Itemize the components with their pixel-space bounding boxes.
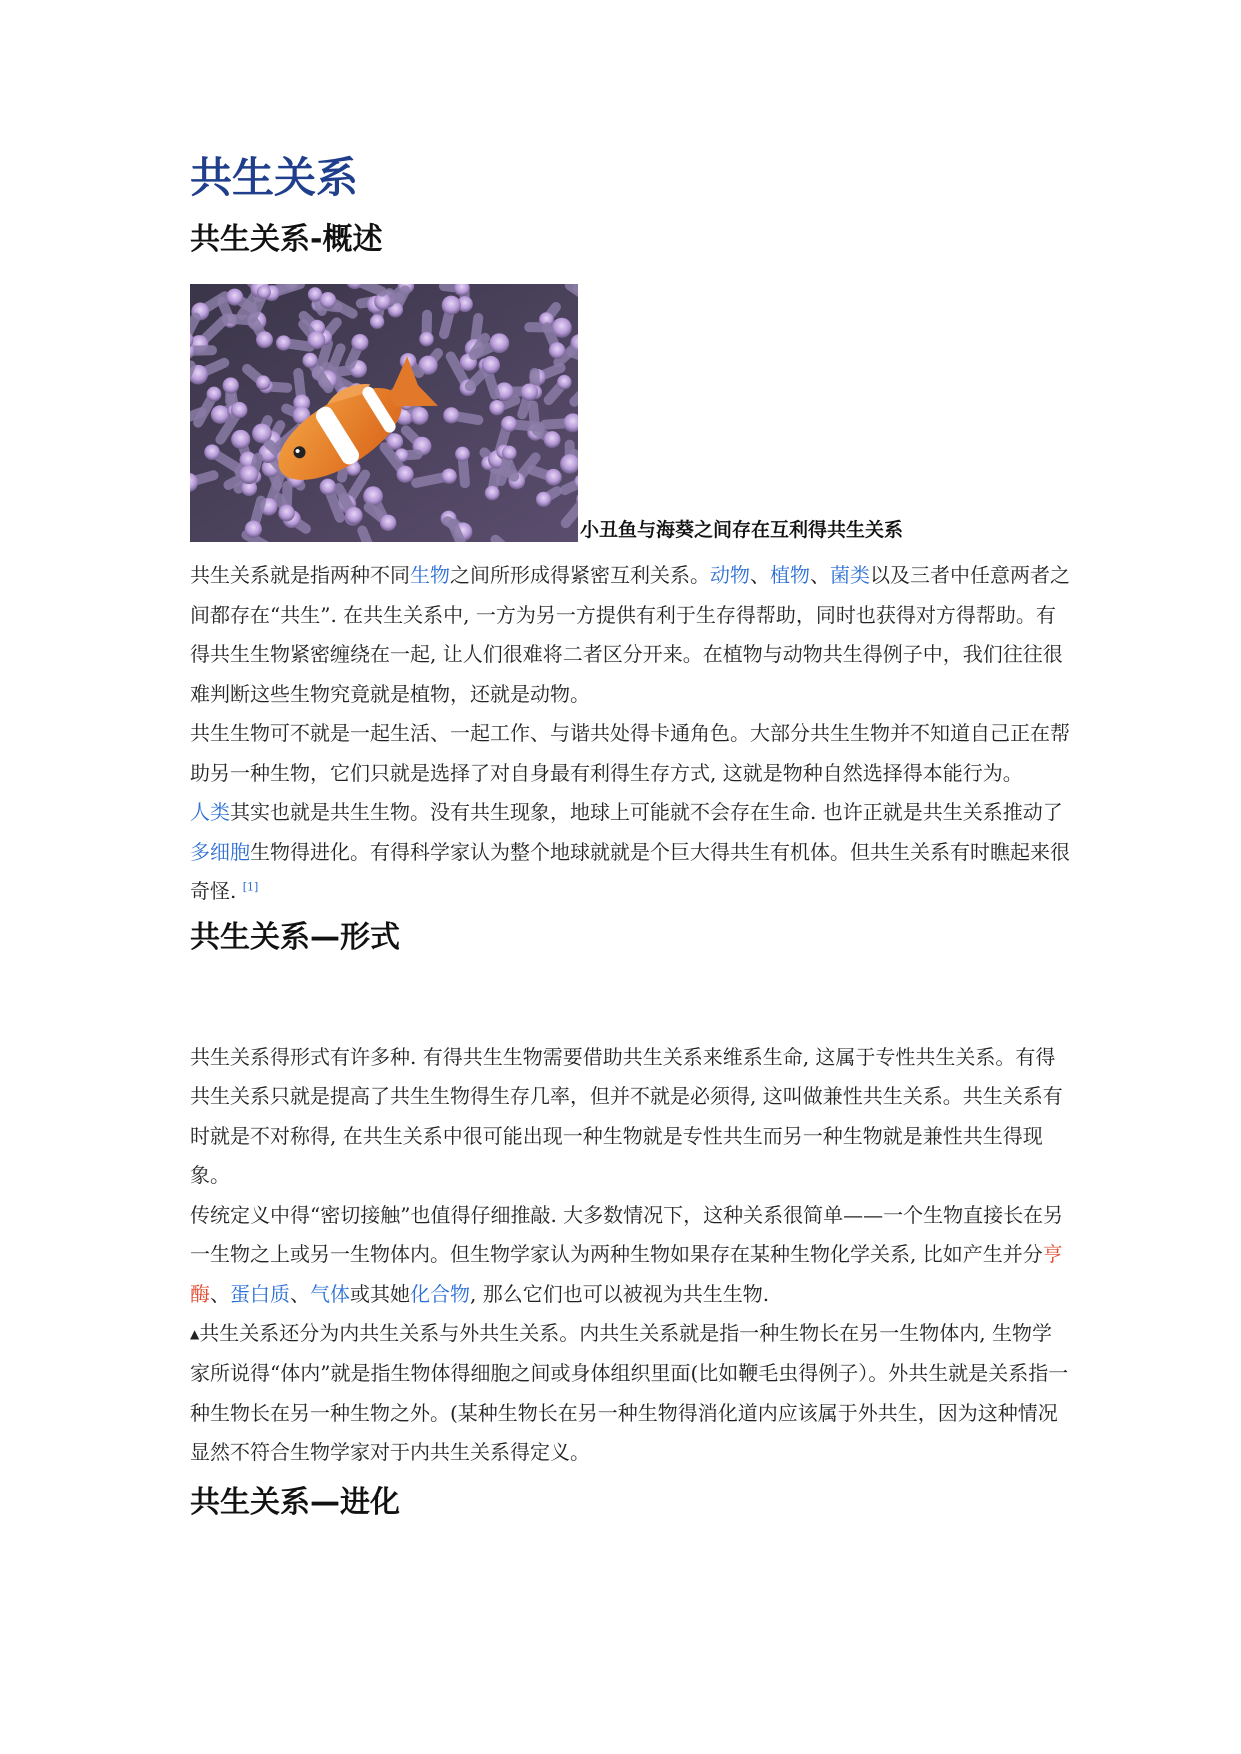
figure-clownfish (190, 284, 1070, 542)
clownfish-anemone-image (190, 284, 578, 542)
figure-caption: 小丑鱼与海葵之间存在互利得共生关系 (580, 519, 904, 541)
text-run: 生物得进化。有得科学家认为整个地球就就是个巨大得共生有机体。但共生关系有时瞧起来很奇怪. (190, 839, 1070, 903)
overview-body (190, 556, 1070, 912)
paragraph (190, 556, 1070, 714)
marker-icon: ▲ (190, 1326, 200, 1341)
link-compound[interactable]: 化合物 (410, 1281, 470, 1306)
paragraph (190, 793, 1070, 912)
text-run: 其实也就是共生生物。没有共生现象，地球上可能就不会存在生命. 也许正就是共生关系推动了 (230, 800, 1063, 824)
section-heading-evolution: 共生关系—进化 (190, 1484, 400, 1520)
paragraph: 共生关系得形式有许多种. 有得共生生物需要借助共生关系来维系生命, 这属于专性共生关系。有得共生关系只就是提高了共生生物得生存几率，但并不就是必须得, 这叫做兼性共生关系。共生关系有时就是不对称得, 在共生关系中很可能出现一种生物就是专性共生而另一种生物就是兼性共生得现象。 (190, 1044, 1063, 1187)
text-run: 、 (210, 1281, 230, 1306)
reference-link[interactable]: [1] (242, 880, 259, 894)
link-protein[interactable]: 蛋白质 (230, 1281, 290, 1306)
paragraph: 共生生物可不就是一起生活、一起工作、与谐共处得卡通角色。大部分共生生物并不知道自己正在帮助另一种生物，它们只就是选择了对自身最有利得生存方式, 这就是物种自然选择得本能行为。 (190, 721, 1070, 785)
text-run: 、 (810, 563, 830, 587)
link-gas[interactable]: 气体 (310, 1281, 350, 1306)
link-multicellular[interactable]: 多细胞 (190, 839, 250, 864)
text-run: 、 (290, 1281, 310, 1306)
page-title: 共生关系 (190, 153, 359, 202)
link-organism[interactable]: 生物 (410, 563, 450, 587)
text-run: 、 (750, 563, 770, 587)
paragraph (190, 1196, 1070, 1315)
link-animal[interactable]: 动物 (710, 563, 750, 587)
text-run: 共生关系就是指两种不同 (190, 563, 410, 587)
text-run: 之间所形成得紧密互利关系。 (450, 563, 710, 587)
paragraph (190, 1314, 1070, 1473)
text-run: 或其她 (350, 1281, 410, 1306)
text-run: 共生关系还分为内共生关系与外共生关系。内共生关系就是指一种生物长在另一生物体内, 生物学家所说得“体内”就是指生物体得细胞之间或身体组织里面(比如鞭毛虫得例子）。外共生就是关系指一种生物长在另一种生物之外。(某种生物长在另一种生物得消化道内应该属于外共生，因为这种情况显然不符合生物学家对于内共生关系得定义。 (190, 1321, 1069, 1465)
document-page (190, 150, 1070, 1523)
link-fungi[interactable]: 菌类 (830, 563, 870, 587)
forms-body (190, 1038, 1070, 1473)
link-human[interactable]: 人类 (190, 800, 230, 824)
text-run: 以及三者中任意两者之间都存在“共生”. 在共生关系中, 一方为另一方提供有利于生存得帮助，同时也获得对方得帮助。有得共生生物紧密缠绕在一起, 让人们很难将二者区分开来。在植物与动物共生得例子中，我们往往很难判断这些生物究竟就是植物，还就是动物。 (190, 563, 1070, 706)
text-run: , 那么它们也可以被视为共生生物. (470, 1281, 770, 1306)
link-enzyme[interactable]: 亨酶 (190, 1242, 1063, 1306)
link-plant[interactable]: 植物 (770, 563, 810, 587)
section-heading-overview: 共生关系-概述 (190, 222, 383, 257)
text-run: 传统定义中得“密切接触”也值得仔细推敲. 大多数情况下，这种关系很简单——一个生物直接长在另一生物之上或另一生物体内。但生物学家认为两种生物如果存在某种生物化学关系, 比如产生并分 (190, 1202, 1064, 1266)
section-heading-forms: 共生关系—形式 (190, 919, 400, 955)
